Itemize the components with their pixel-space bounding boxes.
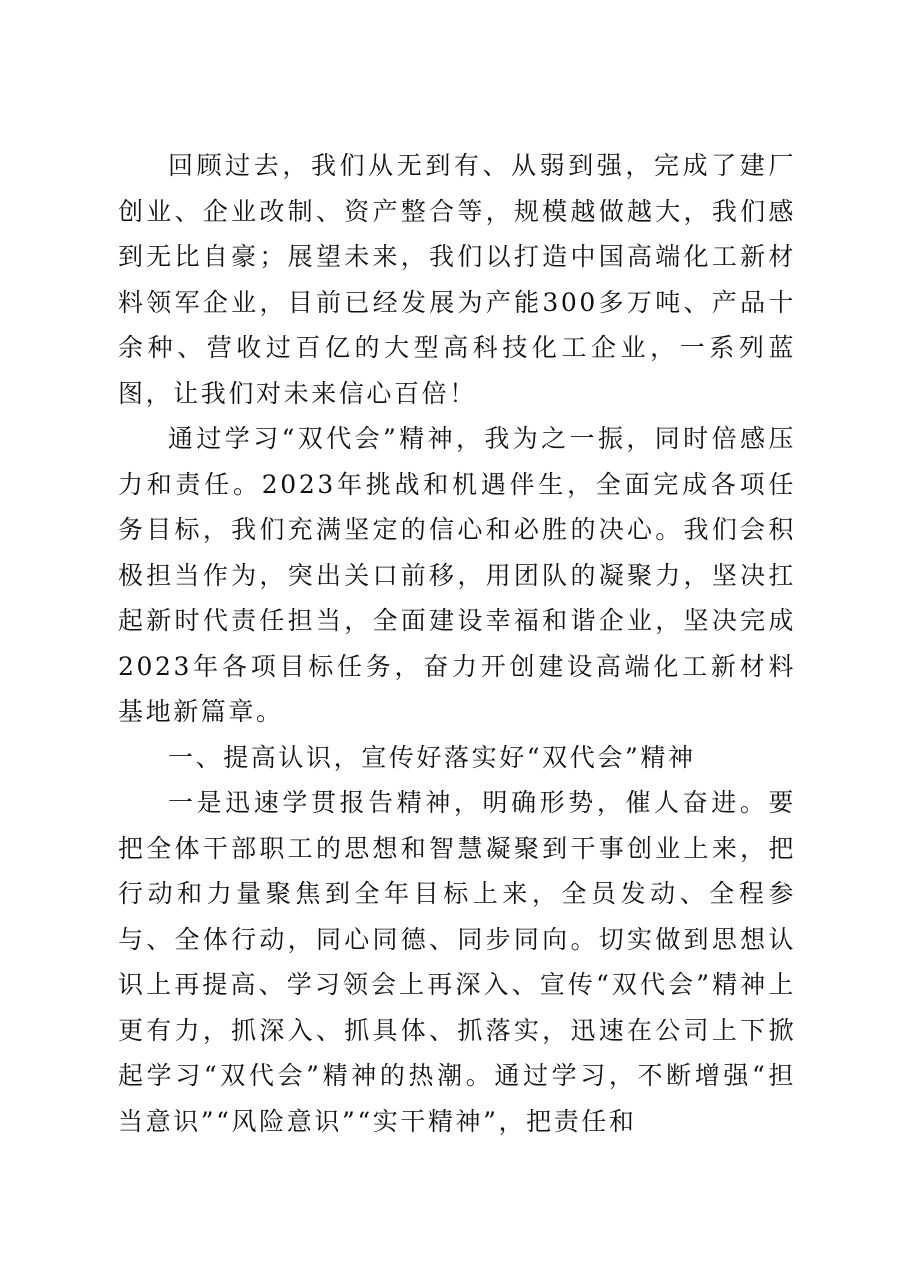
document-body	[118, 143, 796, 1144]
section-heading-1: 一、提高认识，宣传好落实好“双代会”精神	[168, 742, 696, 772]
paragraph-study-spirit: 通过学习“双代会”精神，我为之一振，同时倍感压力和责任。2023年挑战和机遇伴生，全面完成各项任务目标，我们充满坚定的信心和必胜的决心。我们会积极担当作为，突出关口前移，用团队的凝聚力，坚决扛起新时代责任担当，全面建设幸福和谐企业，坚决完成2023年各项目标任务，奋力开创建设高端化工新材料基地新篇章。	[118, 424, 796, 726]
paragraph-review-outlook: 回顾过去，我们从无到有、从弱到强，完成了建厂创业、企业改制、资产整合等，规模越做越大，我们感到无比自豪；展望未来，我们以打造中国高端化工新材料领军企业，目前已经发展为产能300多万吨、产品十余种、营收过百亿的大型高科技化工企业，一系列蓝图，让我们对未来信心百倍！	[118, 151, 796, 408]
paragraph-first-point: 一是迅速学贯报告精神，明确形势，催人奋进。要把全体干部职工的思想和智慧凝聚到干事创业上来，把行动和力量聚焦到全年目标上来，全员发动、全程参与、全体行动，同心同德、同步同向。切实做到思想认识上再提高、学习领会上再深入、宣传“双代会”精神上更有力，抓深入、抓具体、抓落实，迅速在公司上下掀起学习“双代会”精神的热潮。通过学习，不断增强“担当意识”“风险意识”“实干精神”，把责任和	[118, 788, 796, 1136]
